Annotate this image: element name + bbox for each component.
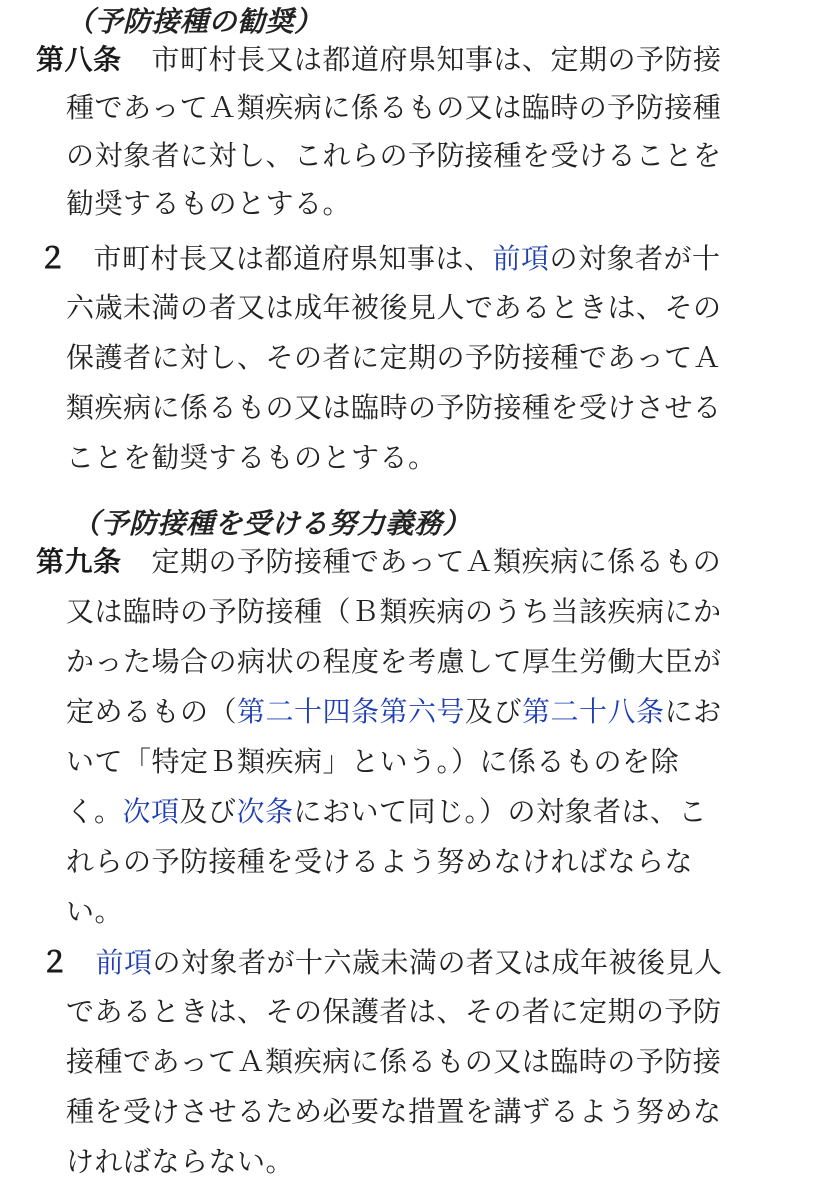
article8-para2-line-1 bbox=[38, 238, 721, 279]
article8-label: 第八条 bbox=[36, 43, 122, 76]
article8-line-3: の対象者に対し、これらの予防接種を受けることを bbox=[66, 139, 722, 172]
article8-line-2: 種であってＡ類疾病に係るもの又は臨時の予防接種 bbox=[66, 91, 722, 124]
article9-l4-c: にお bbox=[664, 695, 722, 728]
article9-line-3: かった場合の病状の程度を考慮して厚生労働大臣が bbox=[66, 645, 722, 678]
article8-line-4: 勧奨するものとする。 bbox=[66, 187, 352, 220]
article8-para2-line-4: 類疾病に係るもの又は臨時の予防接種を受けさせる bbox=[66, 391, 722, 424]
article9-line-6 bbox=[66, 792, 707, 832]
article8-text: 市町村長又は都道府県知事は、定期の予防接 bbox=[151, 43, 722, 76]
article9-para2-line-5: ければならない。 bbox=[66, 1145, 295, 1178]
link-prev-paragraph[interactable]: 前項 bbox=[492, 242, 550, 275]
article9-line-5: いて「特定Ｂ類疾病」という。）に係るものを除 bbox=[66, 745, 680, 778]
link-article-28[interactable]: 第二十八条 bbox=[522, 695, 665, 728]
article9-line-8: い。 bbox=[66, 895, 124, 928]
article9-para2-line-3: 接種であってＡ類疾病に係るもの又は臨時の予防接 bbox=[66, 1045, 722, 1078]
article9-para2-number: ２ bbox=[40, 945, 70, 979]
article8-para2-line-2: 六歳未満の者又は成年被後見人であるときは、その bbox=[66, 291, 722, 324]
article8-para2-line-3: 保護者に対し、その者に定期の予防接種であってＡ bbox=[66, 341, 722, 374]
article8-caption: （予防接種の勧奨） bbox=[66, 5, 323, 38]
article9-para2-line-1 bbox=[40, 942, 723, 983]
link-prev-paragraph-2[interactable]: 前項 bbox=[95, 946, 153, 979]
article9-para2-text: の対象者が十六歳未満の者又は成年被後見人 bbox=[152, 946, 723, 979]
article9-caption: （予防接種を受ける努力義務） bbox=[72, 507, 472, 540]
article9-line-4 bbox=[66, 692, 722, 732]
article9-line-7: れらの予防接種を受けるよう努めなければならな bbox=[66, 845, 694, 878]
article9-l6-a: く。 bbox=[66, 795, 123, 828]
article8-line-1 bbox=[36, 40, 722, 80]
article9-l6-b: 及び bbox=[179, 795, 237, 828]
article8-para2-text-a: 市町村長又は都道府県知事は、 bbox=[93, 242, 493, 275]
link-next-paragraph[interactable]: 次項 bbox=[122, 795, 180, 828]
article9-line-1 bbox=[36, 542, 721, 582]
article9-line-2: 又は臨時の予防接種（Ｂ類疾病のうち当該疾病にか bbox=[66, 595, 722, 628]
article8-para2-line-5: ことを勧奨するものとする。 bbox=[66, 441, 437, 474]
link-next-article[interactable]: 次条 bbox=[236, 795, 294, 828]
article9-l4-a: 定めるもの（ bbox=[66, 695, 238, 728]
article8-para2-text-b: の対象者が十 bbox=[549, 242, 721, 275]
article9-para2-line-2: であるときは、その保護者は、その者に定期の予防 bbox=[66, 995, 722, 1028]
article9-l4-b: 及び bbox=[465, 695, 523, 728]
article9-text: 定期の予防接種であってＡ類疾病に係るもの bbox=[151, 545, 722, 578]
article9-para2-line-4: 種を受けさせるため必要な措置を講ずるよう努めな bbox=[66, 1095, 722, 1128]
link-article-24-6[interactable]: 第二十四条第六号 bbox=[237, 695, 466, 728]
article9-l6-c: において同じ。）の対象者は、こ bbox=[293, 795, 708, 828]
article8-para2-number: ２ bbox=[38, 241, 68, 275]
article9-label: 第九条 bbox=[36, 545, 122, 578]
